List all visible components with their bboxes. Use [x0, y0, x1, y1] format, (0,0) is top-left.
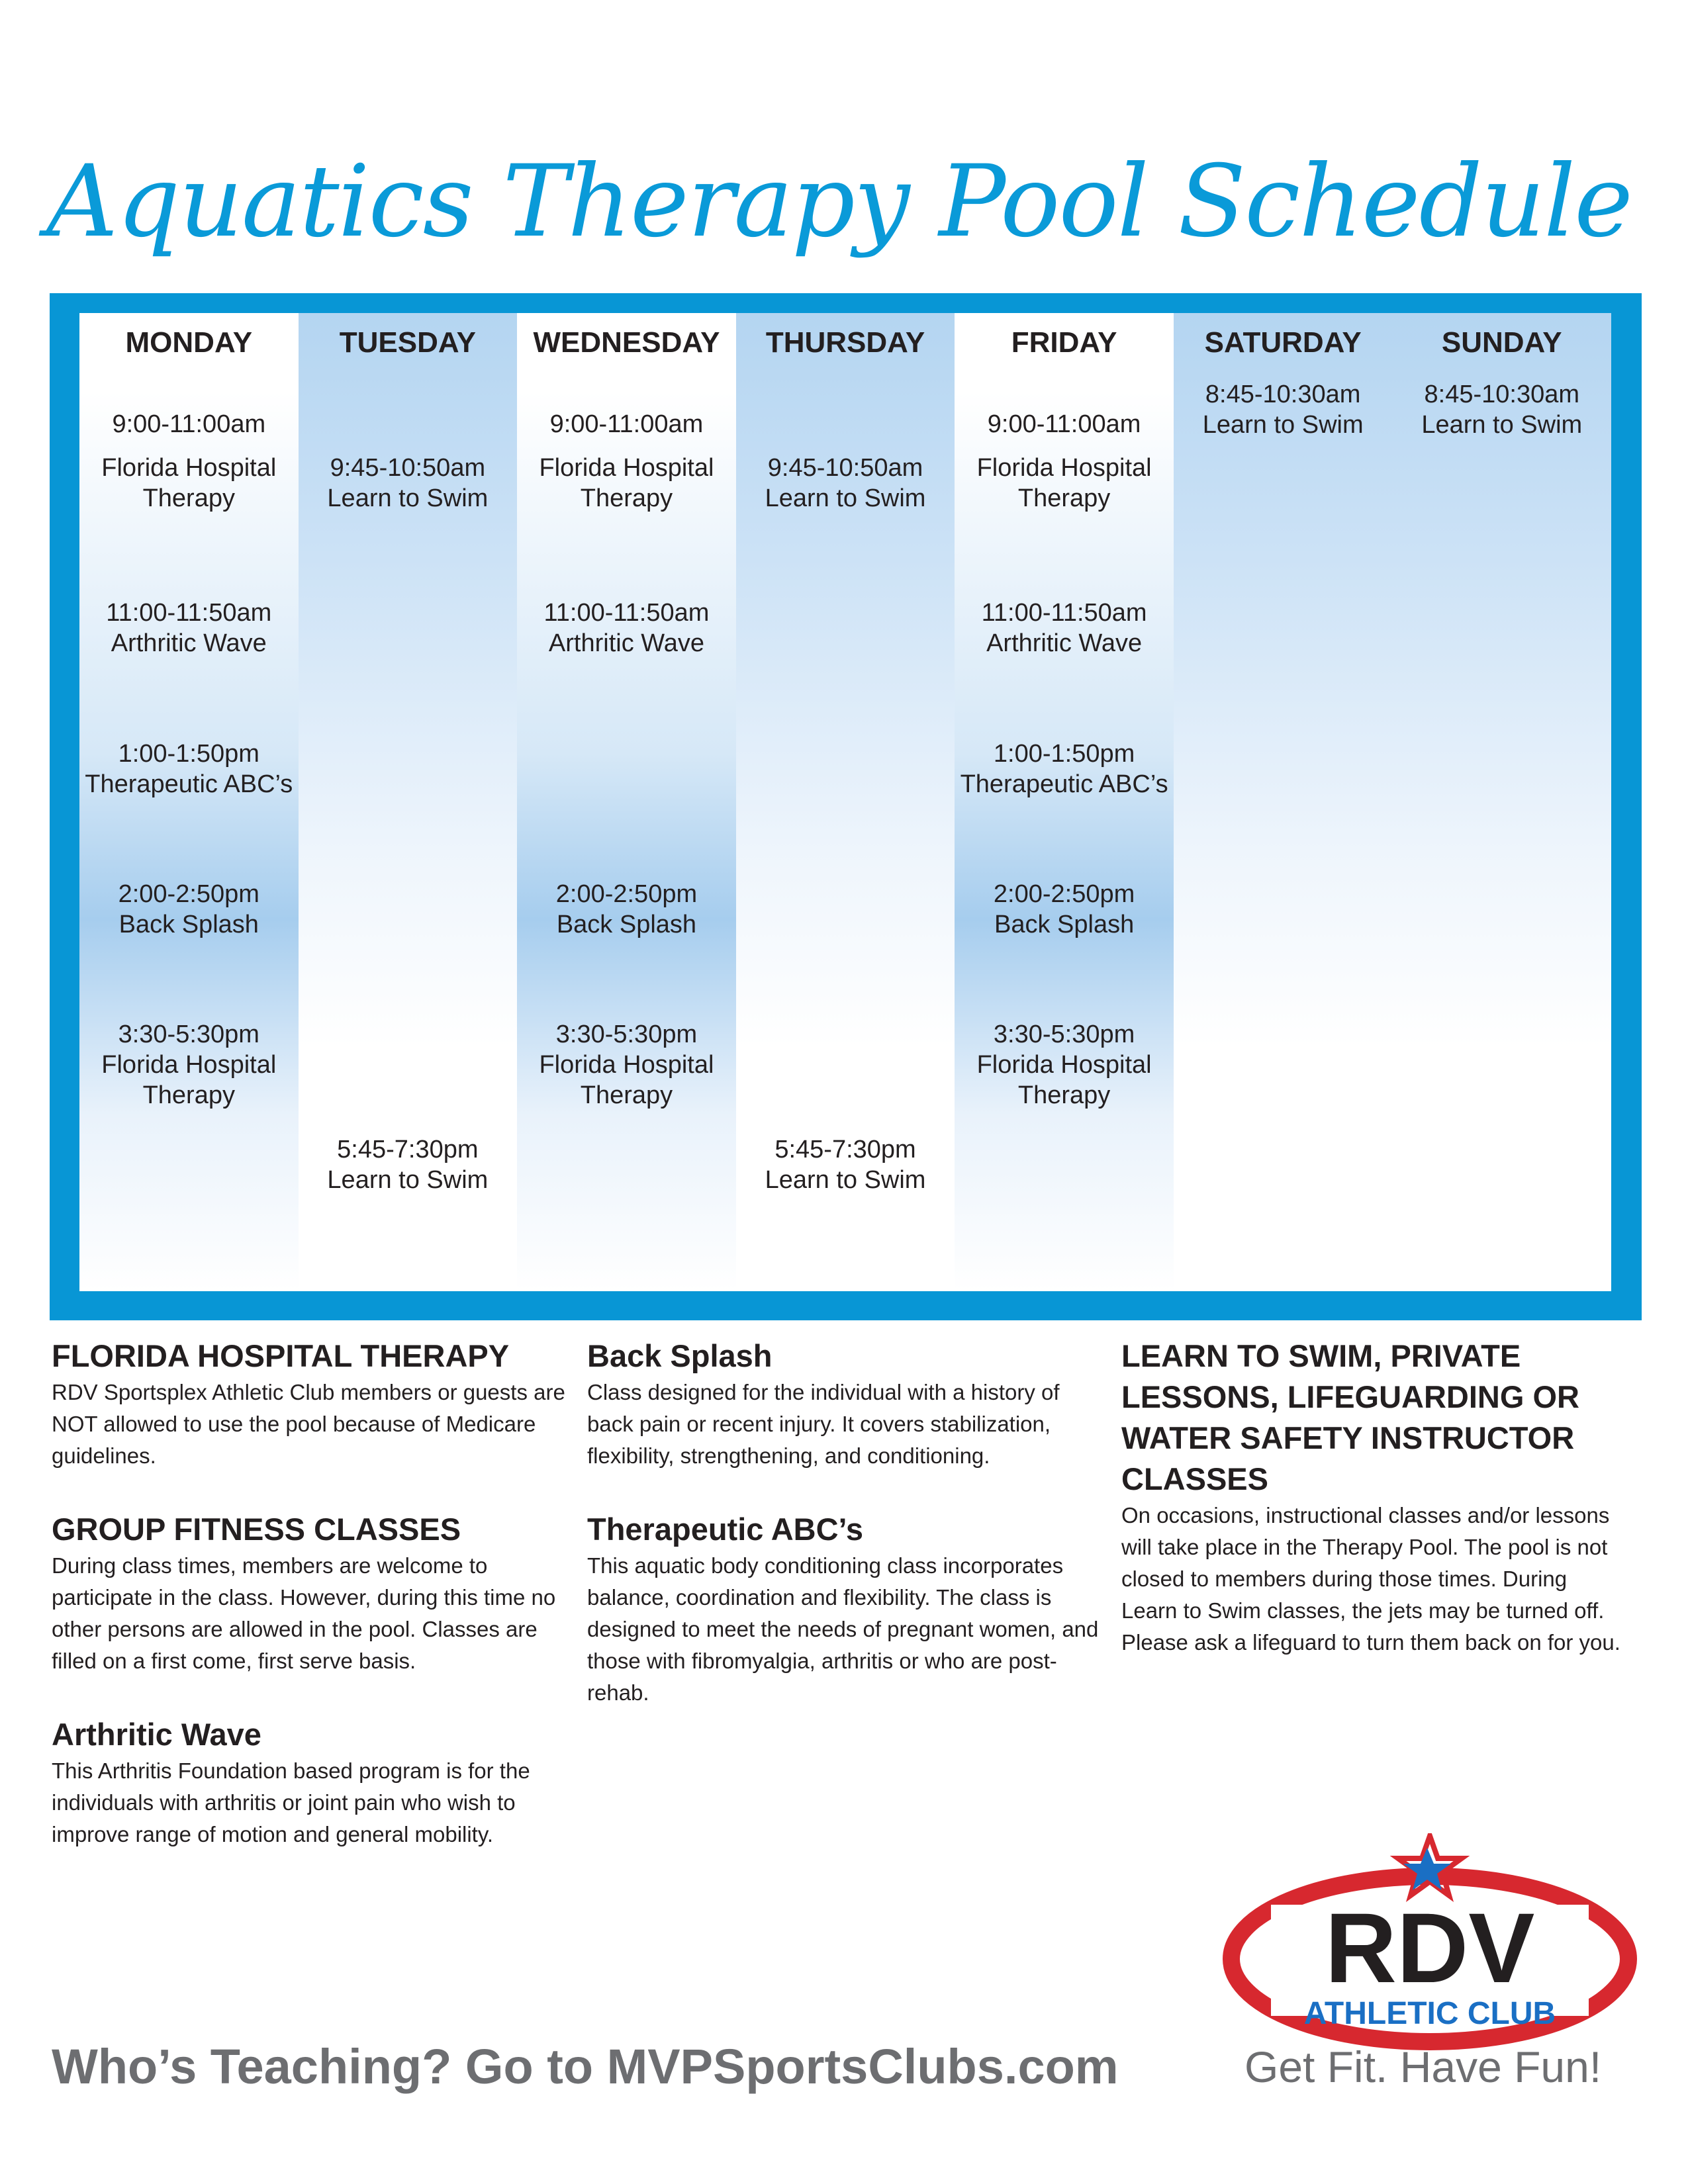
section-body: RDV Sportsplex Athletic Club members or guests are NOT allowed to use the pool because of Medicare guidelines.	[52, 1380, 565, 1468]
day-header-tuesday: TUESDAY	[339, 326, 476, 359]
logo-rdv-text: RDV	[1325, 1892, 1535, 2003]
class-slot	[736, 1134, 955, 1195]
day-header-sunday: SUNDAY	[1441, 326, 1562, 359]
slot-time: 8:45-10:30am	[1424, 381, 1579, 408]
section-heading: Therapeutic ABC’s	[587, 1512, 863, 1547]
slot-time: 1:00-1:50pm	[118, 740, 259, 768]
day-header-friday: FRIDAY	[1011, 326, 1117, 359]
slot-time: 2:00-2:50pm	[555, 880, 698, 908]
slot-class-name: Learn to Swim	[765, 484, 926, 512]
section-heading: GROUP FITNESS CLASSES	[52, 1512, 461, 1547]
slot-time: 11:00-11:50am	[543, 599, 710, 627]
slot-class-name: Florida Hospital Therapy	[976, 454, 1152, 512]
slot-time: 9:00-11:00am	[987, 410, 1141, 438]
slot-class-name: Arthritic Wave	[986, 629, 1143, 657]
class-slot	[955, 879, 1174, 940]
class-slot	[79, 879, 299, 940]
class-slot	[517, 409, 736, 514]
class-slot	[1392, 379, 1611, 440]
slot-time: 9:45-10:50am	[767, 454, 923, 482]
class-slot	[79, 598, 299, 659]
section-heading: FLORIDA HOSPITAL THERAPY	[52, 1338, 510, 1373]
day-header-monday: MONDAY	[125, 326, 253, 359]
day-column-thursday	[736, 313, 955, 1291]
section-heading: Arthritic Wave	[52, 1717, 261, 1752]
day-column-friday	[955, 313, 1174, 1291]
slot-time: 11:00-11:50am	[106, 599, 272, 627]
class-slot	[955, 409, 1174, 514]
slot-time: 11:00-11:50am	[981, 599, 1147, 627]
info-column-middle	[587, 1336, 1103, 1746]
info-section-arthritic-wave	[52, 1714, 568, 1850]
class-slot	[955, 598, 1174, 659]
slot-class-name: Learn to Swim	[1421, 411, 1583, 439]
slot-class-name: Learn to Swim	[1202, 411, 1364, 439]
info-section-back-splash	[587, 1336, 1103, 1472]
slot-time: 8:45-10:30am	[1205, 381, 1361, 408]
slot-class-name: Florida Hospital Therapy	[101, 454, 277, 512]
class-slot	[79, 409, 299, 514]
day-column-wednesday	[517, 313, 736, 1291]
class-slot	[736, 453, 955, 514]
slot-class-name: Florida Hospital Therapy	[976, 1051, 1152, 1109]
class-slot	[79, 739, 299, 799]
slot-class-name: Learn to Swim	[327, 1166, 489, 1194]
info-column-left	[52, 1336, 568, 1888]
day-column-saturday	[1174, 313, 1393, 1291]
info-section-therapeutic-abcs	[587, 1509, 1103, 1709]
info-section-group-fitness	[52, 1509, 568, 1677]
day-header-thursday: THURSDAY	[765, 326, 925, 359]
class-slot	[517, 879, 736, 940]
section-body: During class times, members are welcome to participate in the class. However, during this time no other persons are allowed in the pool. Classes are filled on a first come, first serve basis.	[52, 1553, 556, 1673]
day-header-wednesday: WEDNESDAY	[533, 326, 720, 359]
section-body: Class designed for the individual with a history of back pain or recent injury. It covers stabilization, flexibility, strengthening, and conditioning.	[587, 1380, 1060, 1468]
slot-time: 9:45-10:50am	[330, 454, 486, 482]
info-column-right	[1121, 1336, 1624, 1696]
info-section-florida-hospital	[52, 1336, 568, 1472]
logo-tagline: Get Fit. Have Fun!	[1244, 2042, 1602, 2091]
day-column-monday	[79, 313, 299, 1291]
slot-time: 9:00-11:00am	[549, 410, 704, 438]
slot-time: 3:30-5:30pm	[118, 1021, 259, 1048]
section-heading: Back Splash	[587, 1338, 773, 1373]
slot-class-name: Back Splash	[556, 911, 697, 938]
star-icon	[1398, 1836, 1462, 1895]
class-slot	[299, 1134, 518, 1195]
class-slot	[299, 453, 518, 514]
logo-athletic-club-text: ATHLETIC CLUB	[1303, 1996, 1556, 2031]
day-column-sunday	[1392, 313, 1611, 1291]
page-title: Aquatics Therapy Pool Schedule	[46, 144, 1632, 259]
slot-time: 5:45-7:30pm	[337, 1136, 479, 1163]
schedule-grid	[79, 313, 1611, 1291]
slot-time: 5:45-7:30pm	[774, 1136, 916, 1163]
slot-time: 2:00-2:50pm	[993, 880, 1135, 908]
rdv-logo	[1218, 1833, 1642, 2052]
slot-time: 3:30-5:30pm	[993, 1021, 1135, 1048]
slot-time: 3:30-5:30pm	[555, 1021, 698, 1048]
slot-class-name: Learn to Swim	[327, 484, 489, 512]
slot-class-name: Florida Hospital Therapy	[101, 1051, 277, 1109]
day-header-saturday: SATURDAY	[1204, 326, 1362, 359]
slot-class-name: Arthritic Wave	[111, 629, 267, 657]
class-slot	[517, 598, 736, 659]
footer-website-text: Who’s Teaching? Go to MVPSportsClubs.com	[52, 2039, 1119, 2094]
section-body: This Arthritis Foundation based program is for the individuals with arthritis or joint pain who wish to improve range of motion and general mobility.	[52, 1758, 530, 1846]
class-slot	[79, 1019, 299, 1111]
schedule-table	[50, 293, 1642, 1320]
info-section-learn-to-swim	[1121, 1336, 1624, 1659]
section-body: This aquatic body conditioning class incorporates balance, coordination and flexibility. The class is designed to meet the needs of pregnant women, and those with fibromyalgia, arthritis or who are post-rehab.	[587, 1553, 1099, 1705]
class-slot	[517, 1019, 736, 1111]
slot-time: 2:00-2:50pm	[118, 880, 259, 908]
slot-class-name: Florida Hospital Therapy	[539, 1051, 714, 1109]
section-body: On occasions, instructional classes and/or lessons will take place in the Therapy Pool. The pool is not closed to members during those times. During Learn to Swim classes, the jets may be turned off. Please ask a lifeguard to turn them back on for you.	[1121, 1503, 1620, 1655]
section-heading: LEARN TO SWIM, PRIVATE LESSONS, LIFEGUARDING OR WATER SAFETY INSTRUCTOR CLASSES	[1121, 1338, 1579, 1496]
slot-class-name: Therapeutic ABC’s	[85, 770, 293, 798]
day-column-tuesday	[299, 313, 518, 1291]
slot-class-name: Arthritic Wave	[548, 629, 704, 657]
slot-time: 1:00-1:50pm	[993, 740, 1135, 768]
slot-class-name: Back Splash	[994, 911, 1135, 938]
class-slot	[1174, 379, 1393, 440]
class-slot	[955, 739, 1174, 799]
slot-class-name: Florida Hospital Therapy	[539, 454, 714, 512]
slot-class-name: Back Splash	[118, 911, 259, 938]
slot-time: 9:00-11:00am	[112, 410, 266, 438]
slot-class-name: Therapeutic ABC’s	[960, 770, 1168, 798]
class-slot	[955, 1019, 1174, 1111]
slot-class-name: Learn to Swim	[765, 1166, 926, 1194]
